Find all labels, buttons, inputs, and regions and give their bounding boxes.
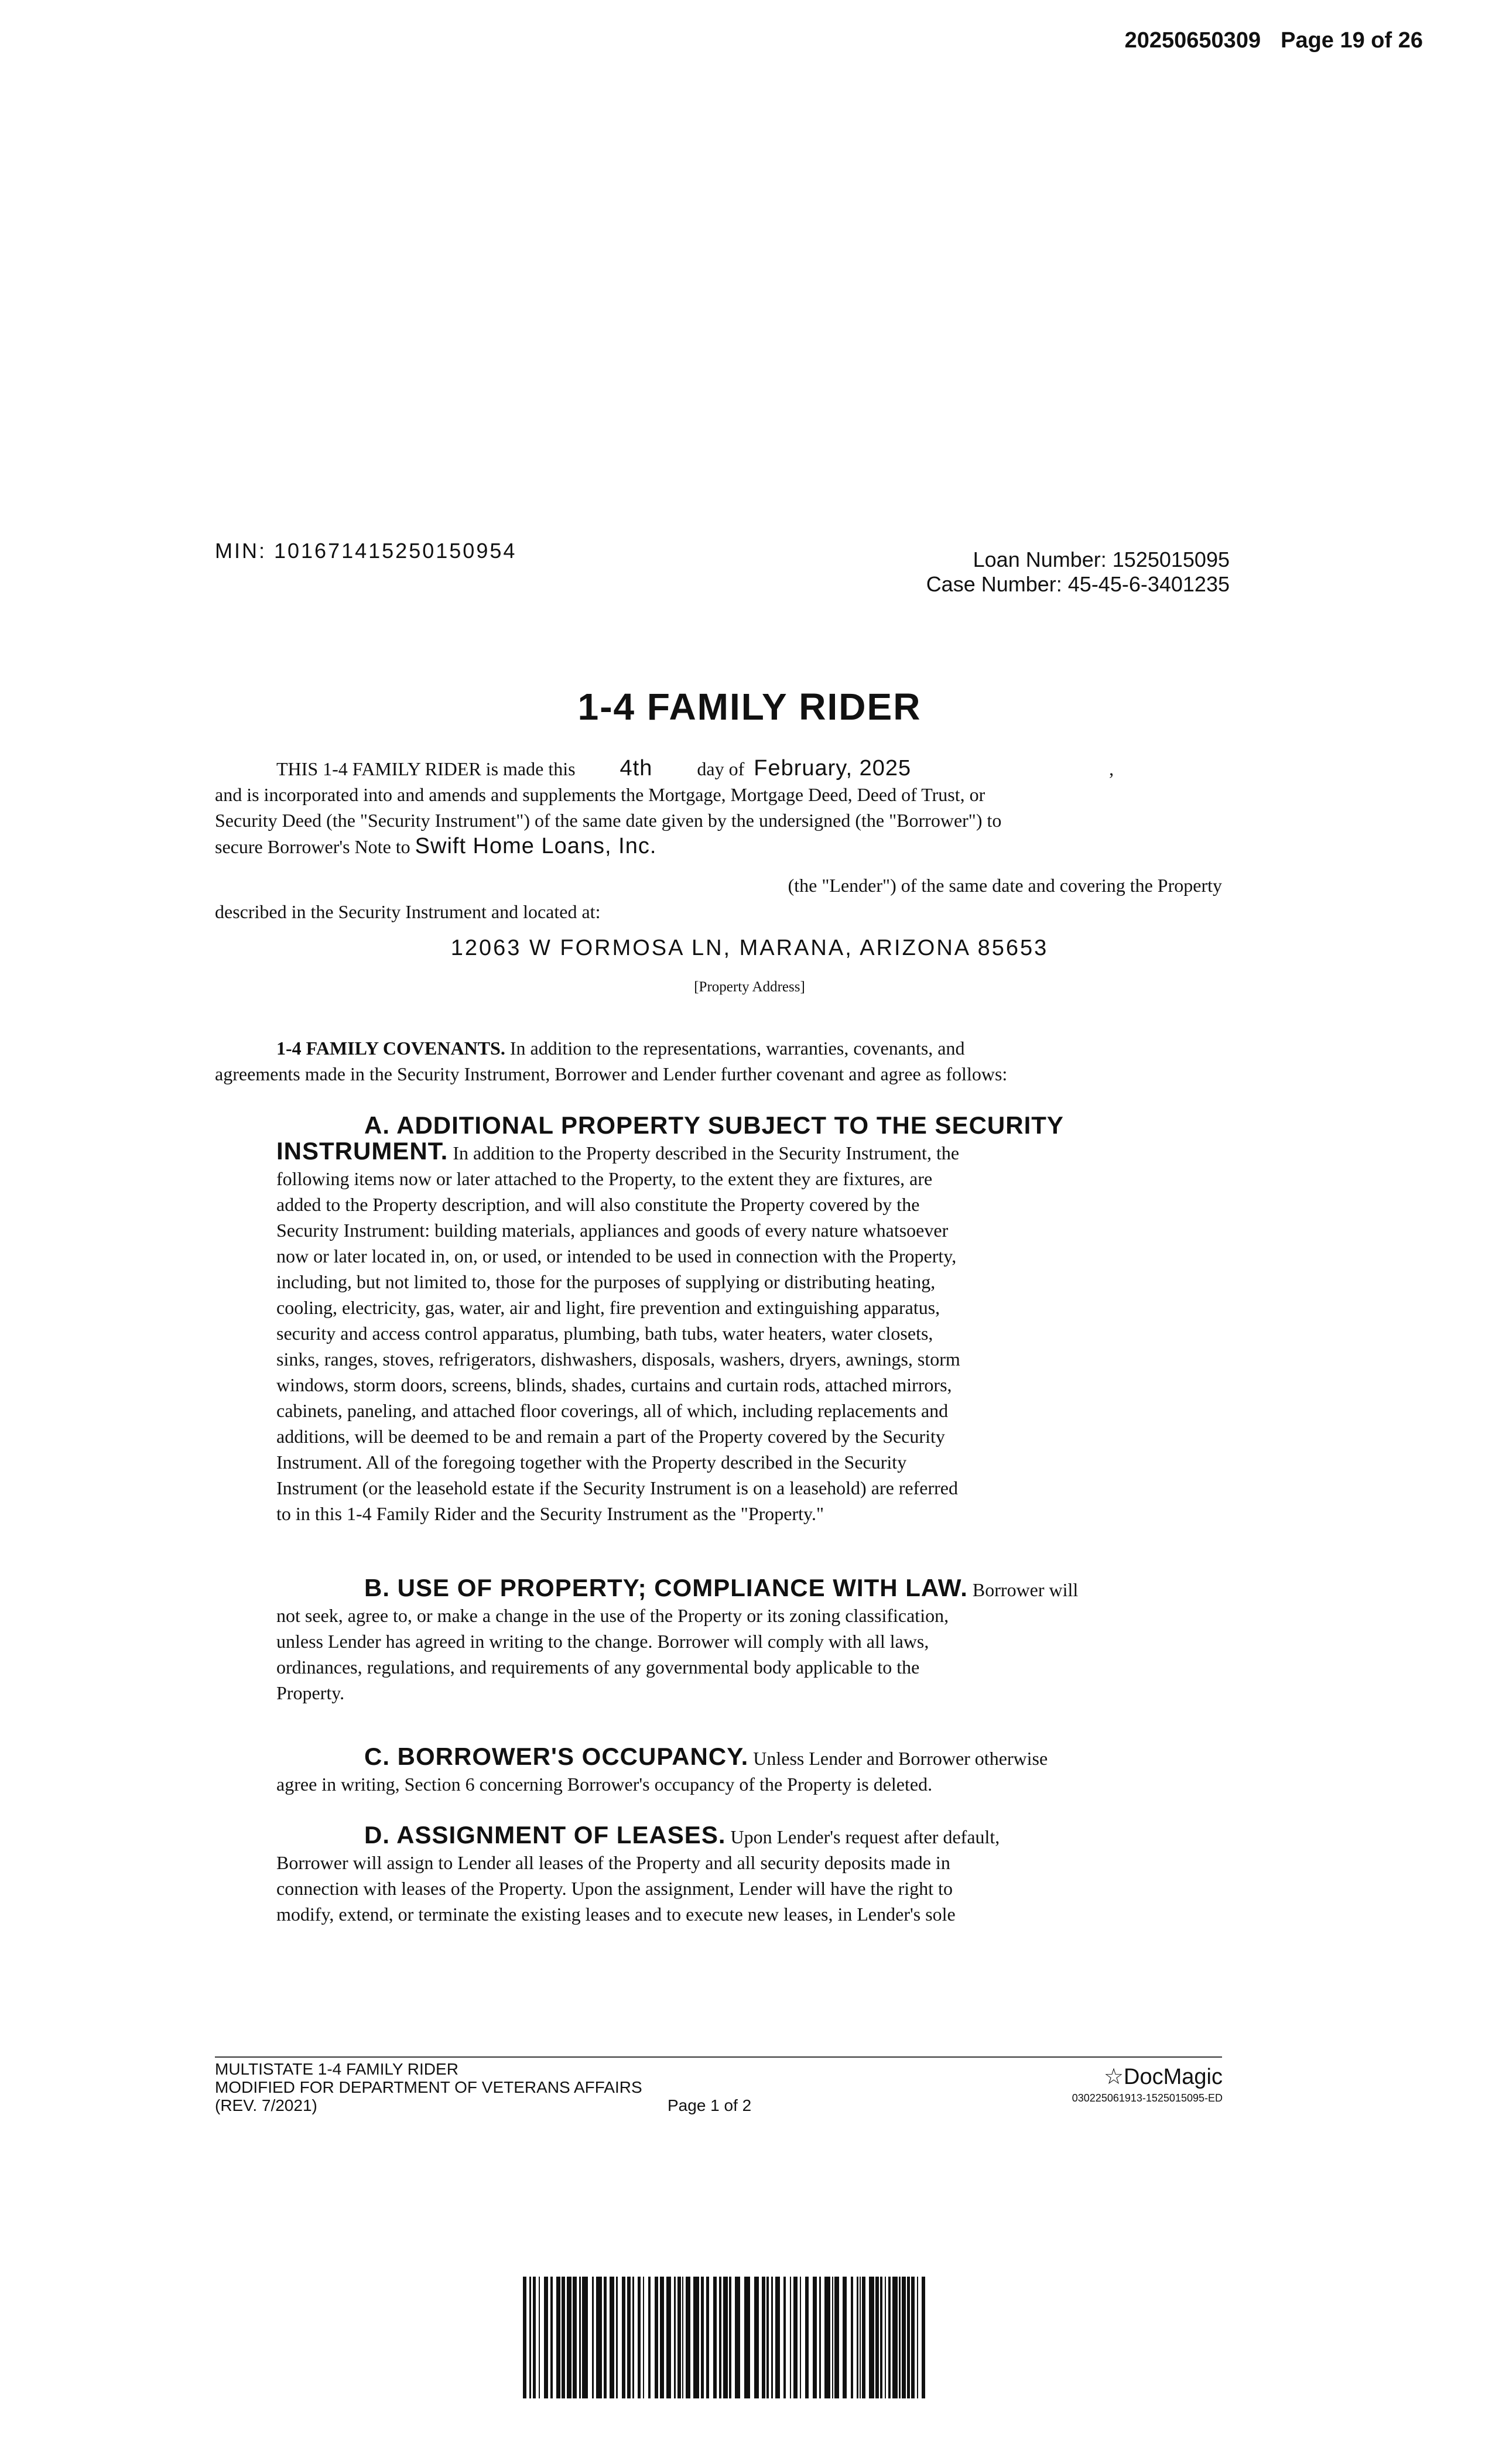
barcode-bar <box>851 2277 853 2398</box>
barcode-bar <box>880 2277 882 2398</box>
barcode-bar <box>824 2277 830 2398</box>
barcode-bar <box>729 2277 731 2398</box>
section-c-heading: C. BORROWER'S OCCUPANCY. <box>364 1743 749 1770</box>
barcode-bar <box>573 2277 577 2398</box>
intro-comma: , <box>1109 758 1114 779</box>
barcode-bar <box>544 2277 548 2398</box>
section-a <box>276 1113 1178 1527</box>
covenants-text-1: In addition to the representations, warranties, covenants, and <box>509 1038 965 1059</box>
barcode-bar <box>648 2277 651 2398</box>
barcode-bar <box>869 2277 874 2398</box>
barcode-bar <box>632 2277 634 2398</box>
page-indicator: Page 19 of 26 <box>1281 28 1423 53</box>
intro-line-2: and is incorporated into and amends and supplements the Mortgage, Mortgage Deed, Deed of Trust, or <box>215 784 985 805</box>
barcode-bar <box>922 2277 925 2398</box>
barcode-bar <box>610 2277 614 2398</box>
section-a-line: following items now or later attached to the Property, to the extent they are fixtures, are <box>276 1168 933 1189</box>
barcode-bar <box>766 2277 769 2398</box>
docmagic-brand: DocMagic <box>1124 2065 1223 2089</box>
barcode-bar <box>762 2277 765 2398</box>
barcode-bar <box>550 2277 553 2398</box>
barcode-bar <box>800 2277 801 2398</box>
barcode-bar <box>875 2277 879 2398</box>
section-d-headline <box>276 1822 1178 1850</box>
intro-text-day-of: day of <box>697 758 745 779</box>
section-a-line: security and access control apparatus, plumbing, bath tubs, water heaters, water closets, <box>276 1323 933 1344</box>
docmagic-code: 030225061913-1525015095-ED <box>1072 2092 1223 2104</box>
intro-line-4 <box>215 833 1228 860</box>
barcode-bar <box>819 2277 821 2398</box>
barcode-bar <box>523 2277 526 2398</box>
section-a-line: to in this 1-4 Family Rider and the Security Instrument as the "Property." <box>276 1503 824 1524</box>
section-b-line: not seek, agree to, or make a change in the use of the Property or its zoning classification, <box>276 1605 949 1626</box>
property-address-label: [Property Address] <box>694 979 805 995</box>
star-outline-icon: ☆ <box>1103 2065 1124 2089</box>
barcode-bar <box>562 2277 565 2398</box>
section-b-headline <box>276 1575 1178 1603</box>
section-d-line: modify, extend, or terminate the existing leases and to execute new leases, in Lender's sole <box>276 1904 956 1925</box>
barcode-bar <box>771 2277 773 2398</box>
barcode-bar <box>686 2277 690 2398</box>
barcode-bar <box>582 2277 588 2398</box>
rider-month-year: February, 2025 <box>754 756 912 781</box>
intro-line-6: described in the Security Instrument and located at: <box>215 901 601 922</box>
barcode <box>523 2277 929 2398</box>
barcode-bar <box>899 2277 901 2398</box>
intro-text: THIS 1-4 FAMILY RIDER is made this <box>276 758 576 779</box>
section-b <box>276 1575 1178 1706</box>
section-d-text: Upon Lender's request after default, <box>730 1826 1000 1847</box>
section-b-heading: B. USE OF PROPERTY; COMPLIANCE WITH LAW. <box>364 1574 968 1601</box>
section-d-line: Borrower will assign to Lender all leases of the Property and all security deposits made in <box>276 1852 950 1873</box>
intro-line-5: (the "Lender") of the same date and covering the Property <box>788 875 1222 896</box>
section-a-line-0 <box>276 1138 1178 1166</box>
section-a-heading-cont: INSTRUMENT. <box>276 1137 449 1165</box>
barcode-bar <box>805 2277 809 2398</box>
section-c <box>276 1744 1178 1797</box>
section-a-text: In addition to the Property described in the Security Instrument, the <box>453 1142 960 1163</box>
covenants-line-2: agreements made in the Security Instrument, Borrower and Lender further covenant and agree as follows: <box>215 1063 1008 1084</box>
barcode-bar <box>892 2277 898 2398</box>
section-a-line: sinks, ranges, stoves, refrigerators, dishwashers, disposals, washers, dryers, awnings, storm <box>276 1349 960 1370</box>
barcode-bar <box>596 2277 602 2398</box>
section-a-line: cabinets, paneling, and attached floor coverings, all of which, including replacements and <box>276 1400 949 1421</box>
section-a-line: Security Instrument: building materials, appliances and goods of every nature whatsoever <box>276 1220 949 1241</box>
loan-number: Loan Number: 1525015095 <box>973 547 1230 571</box>
section-a-line: cooling, electricity, gas, water, air and light, fire prevention and extinguishing apparatus, <box>276 1297 940 1318</box>
section-a-line: including, but not limited to, those for the purposes of supplying or distributing heating, <box>276 1271 936 1292</box>
docmagic-logo <box>1072 2063 1223 2104</box>
covenants-line-1 <box>215 1035 1237 1061</box>
section-b-line: Property. <box>276 1682 345 1703</box>
intro-line-3: Security Deed (the "Security Instrument") of the same date given by the undersigned (the "Borrower") to <box>215 810 1002 831</box>
section-c-headline <box>276 1744 1178 1771</box>
section-a-line: Instrument. All of the foregoing together with the Property described in the Security <box>276 1452 907 1473</box>
section-c-text: Unless Lender and Borrower otherwise <box>753 1748 1048 1769</box>
barcode-bar <box>706 2277 709 2398</box>
barcode-bar <box>744 2277 750 2398</box>
barcode-bar <box>911 2277 915 2398</box>
footer-line-2: MODIFIED FOR DEPARTMENT OF VETERANS AFFAIRS <box>215 2078 642 2096</box>
barcode-bar <box>907 2277 910 2398</box>
barcode-bar <box>723 2277 728 2398</box>
section-a-line: windows, storm doors, screens, blinds, shades, curtains and curtain rods, attached mirrors, <box>276 1374 952 1395</box>
section-a-line: now or later located in, on, or used, or intended to be used in connection with the Property, <box>276 1245 957 1267</box>
doc-number: 20250650309 <box>1124 28 1261 53</box>
barcode-bar <box>579 2277 581 2398</box>
intro-line-1 <box>215 755 1228 782</box>
section-d-heading: D. ASSIGNMENT OF LEASES. <box>364 1821 726 1849</box>
footer-line-1: MULTISTATE 1-4 FAMILY RIDER <box>215 2060 458 2078</box>
intro-note-text: secure Borrower's Note to <box>215 836 410 857</box>
section-a-line: added to the Property description, and will also constitute the Property covered by the <box>276 1194 920 1215</box>
section-d <box>276 1822 1178 1927</box>
barcode-bar <box>592 2277 594 2398</box>
recording-stamp <box>1105 28 1423 53</box>
section-a-heading: A. ADDITIONAL PROPERTY SUBJECT TO THE SECURITY <box>364 1111 1064 1139</box>
barcode-bar <box>843 2277 847 2398</box>
barcode-bar <box>857 2277 858 2398</box>
rider-day: 4th <box>620 756 653 781</box>
section-a-line: additions, will be deemed to be and remain a part of the Property covered by the Security <box>276 1426 945 1447</box>
barcode-bar <box>885 2277 886 2398</box>
barcode-bar <box>556 2277 560 2398</box>
barcode-bar <box>862 2277 865 2398</box>
section-d-line: connection with leases of the Property. Upon the assignment, Lender will have the right to <box>276 1878 953 1899</box>
barcode-bar <box>735 2277 740 2398</box>
barcode-bar <box>567 2277 571 2398</box>
barcode-bar <box>674 2277 676 2398</box>
barcode-bar <box>813 2277 817 2398</box>
document-title: 1-4 FAMILY RIDER <box>577 686 922 728</box>
case-number: Case Number: 45-45-6-3401235 <box>926 572 1230 596</box>
footer-page-number: Page 1 of 2 <box>668 2096 752 2114</box>
covenants-lead: 1-4 FAMILY COVENANTS. <box>276 1038 505 1059</box>
barcode-bar <box>622 2277 625 2398</box>
section-b-line: unless Lender has agreed in writing to the change. Borrower will comply with all laws, <box>276 1631 929 1652</box>
intro-paragraph <box>215 755 1228 860</box>
min-number: MIN: 101671415250150954 <box>215 539 517 563</box>
barcode-bar <box>713 2277 717 2398</box>
barcode-bar <box>719 2277 721 2398</box>
barcode-bar <box>533 2277 536 2398</box>
barcode-bar <box>677 2277 681 2398</box>
barcode-bar <box>783 2277 786 2398</box>
barcode-bar <box>793 2277 798 2398</box>
section-b-text: Borrower will <box>972 1579 1079 1600</box>
covenants-paragraph <box>215 1035 1237 1087</box>
barcode-bar <box>754 2277 759 2398</box>
barcode-bar <box>627 2277 631 2398</box>
footer-line-3: (REV. 7/2021) <box>215 2096 317 2114</box>
barcode-bar <box>693 2277 699 2398</box>
barcode-bar <box>604 2277 607 2398</box>
barcode-bar <box>834 2277 839 2398</box>
lender-name: Swift Home Loans, Inc. <box>415 834 657 858</box>
barcode-bar <box>860 2277 861 2398</box>
barcode-bar <box>682 2277 683 2398</box>
barcode-bar <box>790 2277 791 2398</box>
barcode-bar <box>832 2277 833 2398</box>
barcode-bar <box>638 2277 641 2398</box>
barcode-bar <box>902 2277 906 2398</box>
barcode-bar <box>660 2277 664 2398</box>
barcode-bar <box>643 2277 644 2398</box>
barcode-bar <box>917 2277 918 2398</box>
section-b-line: ordinances, regulations, and requirements of any governmental body applicable to the <box>276 1657 920 1678</box>
loan-identifiers <box>926 547 1230 597</box>
barcode-bar <box>539 2277 540 2398</box>
barcode-bar <box>775 2277 780 2398</box>
property-address: 12063 W FORMOSA LN, MARANA, ARIZONA 85653 <box>450 936 1049 960</box>
barcode-bar <box>888 2277 891 2398</box>
footer-form-info <box>215 2060 642 2114</box>
barcode-bar <box>529 2277 531 2398</box>
barcode-bar <box>616 2277 618 2398</box>
barcode-bar <box>701 2277 704 2398</box>
barcode-bar <box>666 2277 671 2398</box>
barcode-bar <box>655 2277 658 2398</box>
section-c-line: agree in writing, Section 6 concerning Borrower's occupancy of the Property is deleted. <box>276 1774 933 1795</box>
footer-divider <box>215 2056 1222 2058</box>
section-a-line: Instrument (or the leasehold estate if the Security Instrument is on a leasehold) are referred <box>276 1477 958 1498</box>
